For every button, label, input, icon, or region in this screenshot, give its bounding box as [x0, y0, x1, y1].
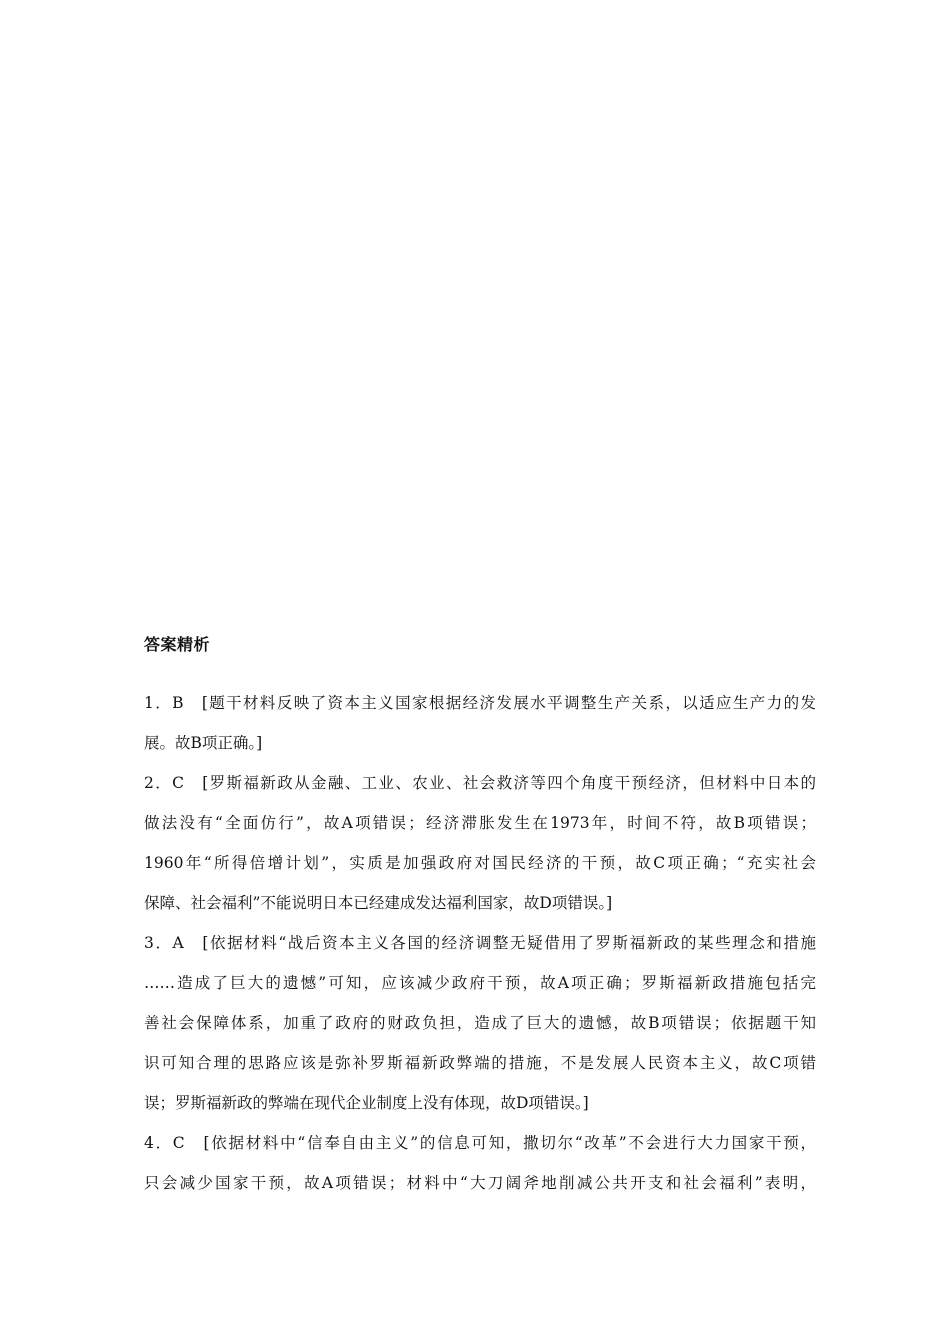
answer-line: 1960年“所得倍增计划”，实质是加强政府对国民经济的干预，故C项正确；“充实社会 [144, 854, 816, 872]
answer-item-1 [144, 688, 816, 759]
answer-item-2 [144, 768, 816, 919]
answer-line: 误；罗斯福新政的弊端在现代企业制度上没有体现，故D项错误。] [144, 1094, 589, 1112]
answer-line: 2．C [罗斯福新政从金融、工业、农业、社会救济等四个角度干预经济，但材料中日本的 [144, 774, 816, 792]
answer-line: 识可知合理的思路应该是弥补罗斯福新政弊端的措施，不是发展人民资本主义，故C项错 [144, 1054, 816, 1072]
answer-item-4 [144, 1128, 816, 1199]
answer-line: ……造成了巨大的遗憾”可知，应该减少政府干预，故A项正确；罗斯福新政措施包括完 [144, 974, 816, 992]
answer-line: 展。故B项正确。] [144, 734, 263, 752]
answer-line: 善社会保障体系，加重了政府的财政负担，造成了巨大的遗憾，故B项错误；依据题干知 [144, 1014, 816, 1032]
answer-item-3 [144, 928, 816, 1119]
section-heading: 答案精析 [144, 635, 211, 654]
answer-line: 3．A [依据材料“战后资本主义各国的经济调整无疑借用了罗斯福新政的某些理念和措施 [144, 934, 816, 952]
answer-line: 只会减少国家干预，故A项错误；材料中“大刀阔斧地削减公共开支和社会福利”表明， [144, 1174, 816, 1192]
answer-list [144, 688, 816, 1208]
answer-line: 保障、社会福利”不能说明日本已经建成发达福利国家，故D项错误。] [144, 894, 613, 912]
answer-line: 4．C [依据材料中“信奉自由主义”的信息可知，撒切尔“改革”不会进行大力国家干预， [144, 1134, 816, 1152]
answer-line: 1．B [题干材料反映了资本主义国家根据经济发展水平调整生产关系，以适应生产力的发 [144, 694, 816, 712]
answer-line: 做法没有“全面仿行”，故A项错误；经济滞胀发生在1973年，时间不符，故B项错误； [144, 814, 816, 832]
